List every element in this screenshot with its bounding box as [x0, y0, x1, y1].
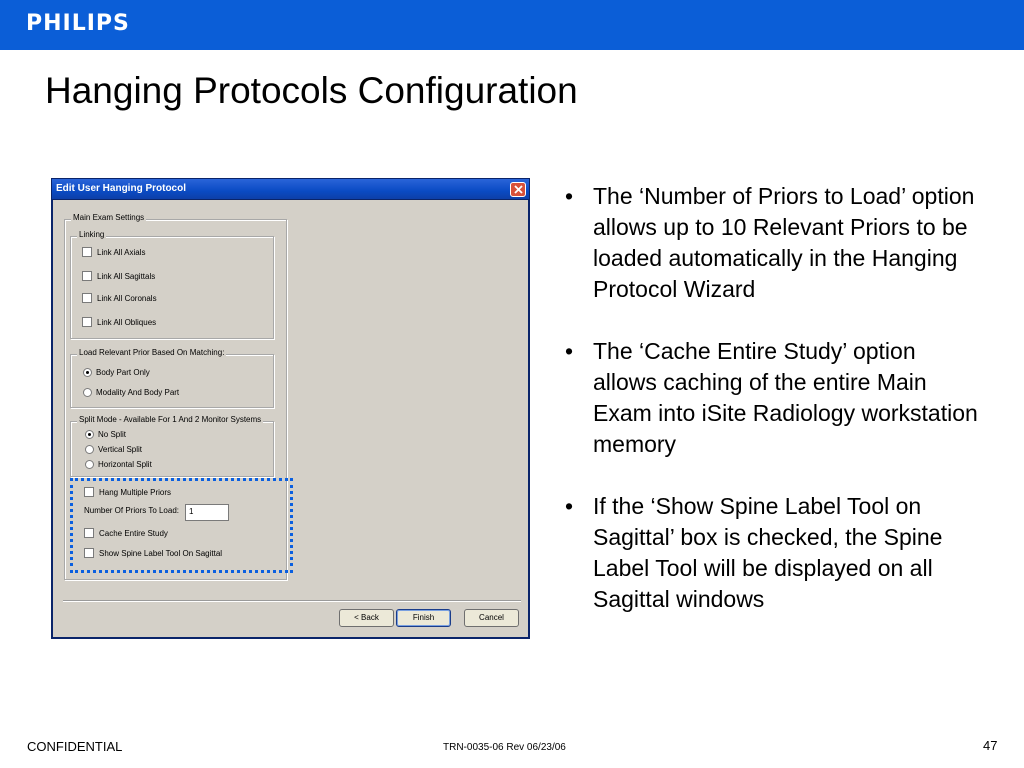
dialog-title: Edit User Hanging Protocol [56, 183, 187, 194]
body-part-only-radio[interactable] [83, 368, 150, 377]
radio-dot[interactable] [85, 445, 94, 454]
bullet-item [565, 181, 985, 305]
checkbox-label: Hang Multiple Priors [99, 487, 172, 497]
link-all-sagittals-checkbox[interactable] [82, 271, 155, 281]
radio-label: Body Part Only [96, 368, 150, 377]
bullet-icon: • [565, 338, 574, 364]
checkbox-label: Link All Sagittals [97, 271, 156, 281]
bullet-item [565, 336, 985, 460]
load-prior-legend: Load Relevant Prior Based On Matching: [79, 348, 225, 357]
bullet-text: The ‘Cache Entire Study’ option allows caching of the entire Main Exam into iSite Radiology workstation memory [593, 338, 978, 457]
dialog-titlebar[interactable] [51, 178, 530, 200]
checkbox-box[interactable] [82, 293, 92, 303]
footer-doc-ref: TRN-0035-06 Rev 06/23/06 [443, 742, 566, 753]
back-button[interactable]: < Back [339, 609, 394, 627]
checkbox-box[interactable] [84, 487, 94, 497]
radio-label: No Split [98, 430, 127, 439]
radio-dot[interactable] [85, 460, 94, 469]
linking-legend: Linking [79, 230, 105, 239]
horizontal-split-radio[interactable] [85, 460, 152, 469]
cancel-button[interactable]: Cancel [464, 609, 519, 627]
checkbox-box[interactable] [82, 271, 92, 281]
link-all-axials-checkbox[interactable] [82, 247, 145, 257]
checkbox-label: Show Spine Label Tool On Sagittal [99, 548, 223, 558]
checkbox-label: Link All Axials [97, 247, 146, 257]
modality-and-body-part-radio[interactable] [83, 388, 179, 397]
hang-multiple-priors-checkbox[interactable] [84, 487, 171, 497]
checkbox-label: Link All Coronals [97, 293, 157, 303]
footer-page-number: 47 [983, 738, 998, 753]
radio-label: Horizontal Split [98, 460, 152, 469]
bullet-text: If the ‘Show Spine Label Tool on Sagittal’ box is checked, the Spine Label Tool will be displayed on all Sagittal windows [593, 493, 943, 612]
radio-dot[interactable] [85, 430, 94, 439]
bullet-icon: • [565, 493, 574, 519]
no-split-radio[interactable] [85, 430, 126, 439]
brand-bar [0, 0, 1024, 50]
link-all-obliques-checkbox[interactable] [82, 317, 156, 327]
link-all-coronals-checkbox[interactable] [82, 293, 157, 303]
checkbox-box[interactable] [82, 317, 92, 327]
finish-button[interactable]: Finish [396, 609, 451, 627]
bullet-list [565, 181, 985, 646]
dialog-separator [63, 600, 521, 602]
bullet-text: The ‘Number of Priors to Load’ option allows up to 10 Relevant Priors to be loaded automatically in the Hanging Protocol Wizard [593, 183, 975, 302]
radio-dot[interactable] [83, 368, 92, 377]
show-spine-label-checkbox[interactable] [84, 548, 222, 558]
slide-title: Hanging Protocols Configuration [45, 70, 578, 111]
radio-dot[interactable] [83, 388, 92, 397]
load-prior-group [70, 348, 274, 408]
bullet-item [565, 491, 985, 615]
split-mode-legend: Split Mode - Available For 1 And 2 Monitor Systems [79, 415, 262, 424]
radio-label: Modality And Body Part [96, 388, 180, 397]
cache-entire-study-checkbox[interactable] [84, 528, 168, 538]
checkbox-label: Cache Entire Study [99, 528, 168, 538]
edit-hanging-protocol-dialog [51, 178, 530, 639]
checkbox-box[interactable] [82, 247, 92, 257]
num-priors-input[interactable]: 1 [185, 504, 229, 521]
philips-logo: PHILIPS [26, 11, 130, 36]
checkbox-box[interactable] [84, 528, 94, 538]
close-icon[interactable] [510, 182, 526, 197]
vertical-split-radio[interactable] [85, 445, 142, 454]
bullet-icon: • [565, 183, 574, 209]
checkbox-label: Link All Obliques [97, 317, 157, 327]
num-priors-label: Number Of Priors To Load: [84, 506, 180, 515]
checkbox-box[interactable] [84, 548, 94, 558]
main-exam-settings-legend: Main Exam Settings [73, 213, 145, 222]
footer-confidential: CONFIDENTIAL [27, 739, 123, 754]
radio-label: Vertical Split [98, 445, 143, 454]
